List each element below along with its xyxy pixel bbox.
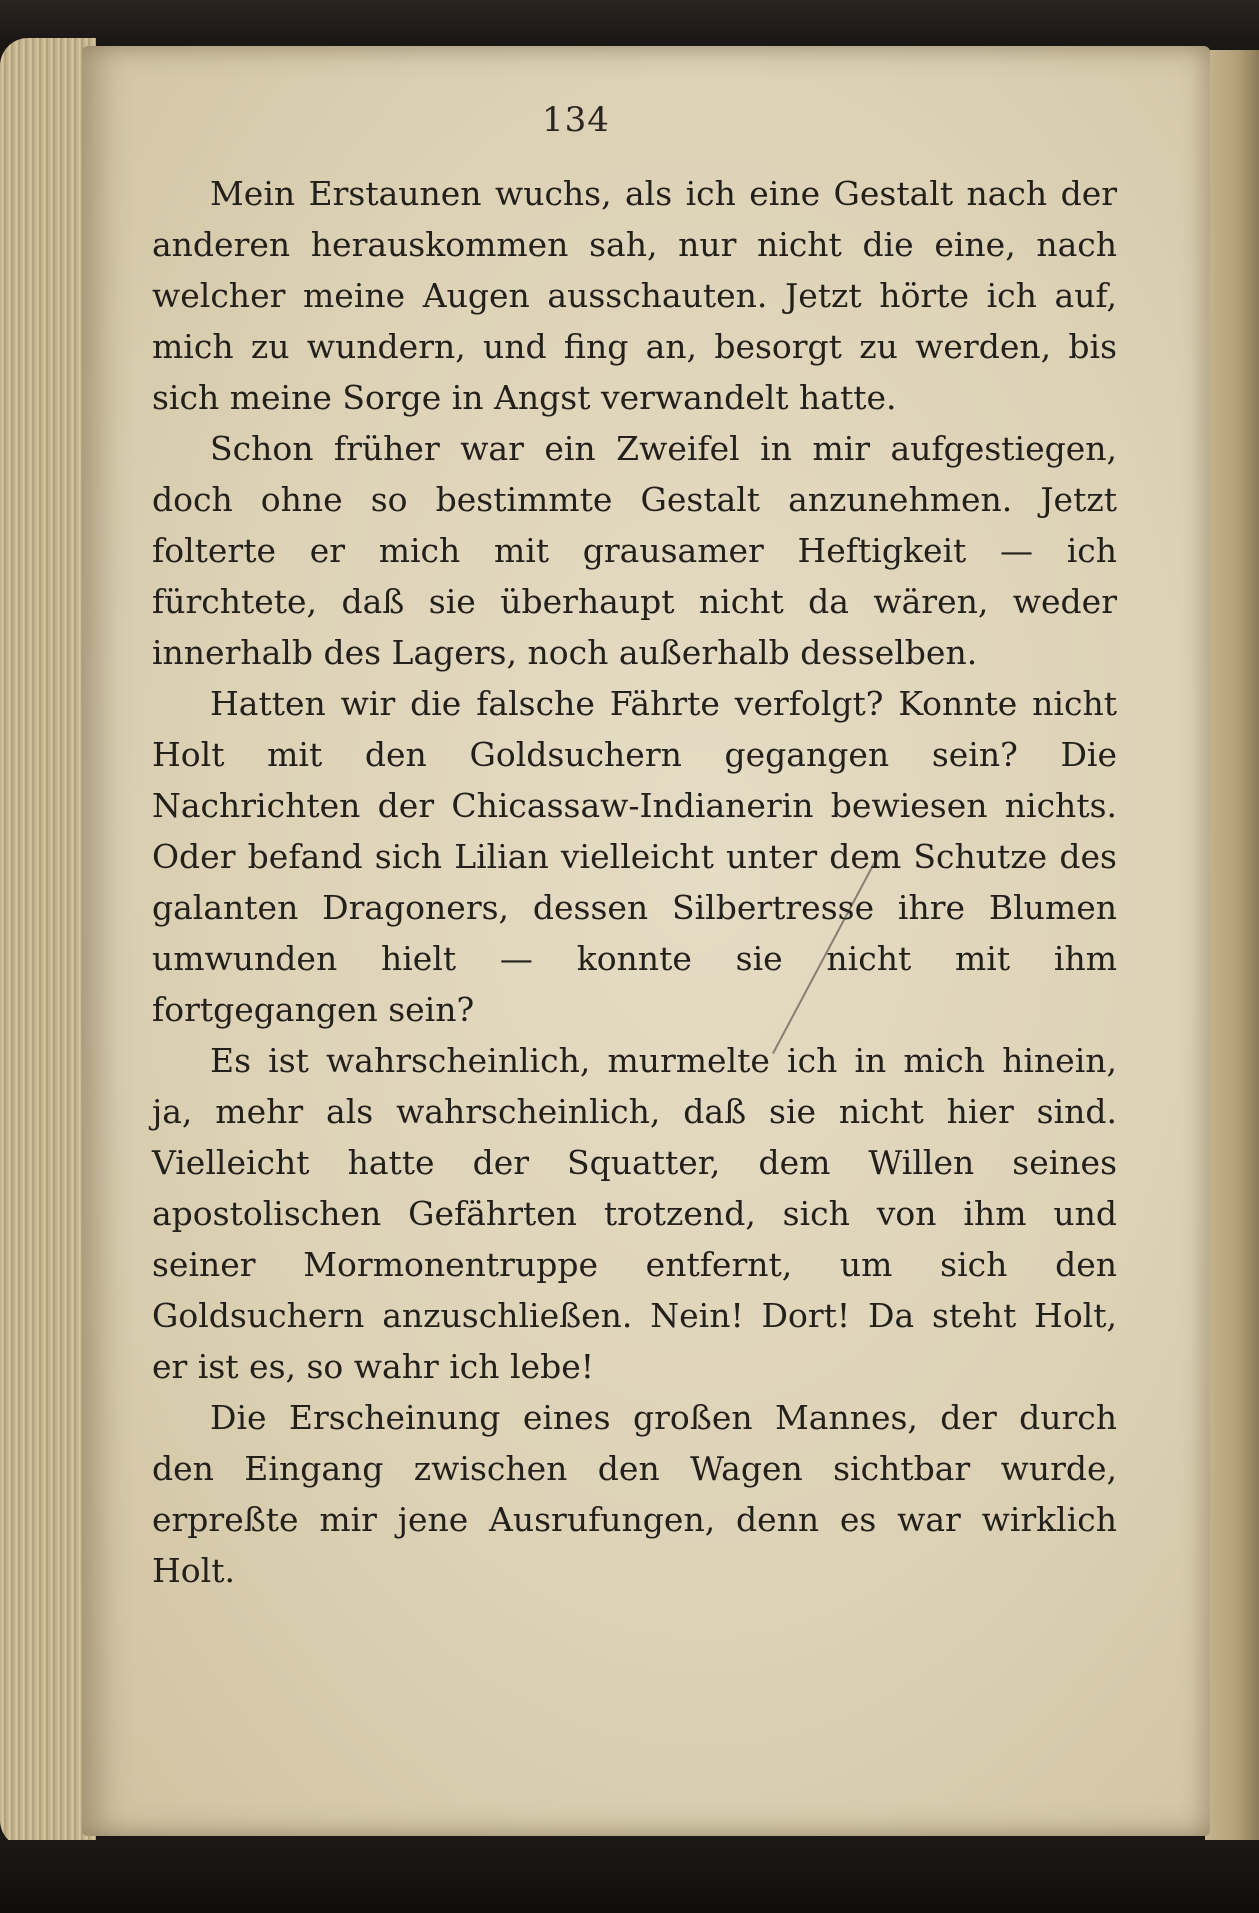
right-page-edge <box>1205 50 1259 1840</box>
body-text <box>152 168 1117 1596</box>
paragraph-3: Hatten wir die falsche Fährte verfolgt? Konnte nicht Holt mit den Goldsuchern gegangen sein? Die Nachrichten der Chicassaw-Indianerin bewiesen nichts. Oder befand sich Lilian vielleicht unter dem Schutze des galanten Dragoners, dessen Silbertresse ihre Blumen umwunden hielt — konnte sie nicht mit ihm fortgegangen sein? <box>152 684 1117 1029</box>
page-number: 134 <box>542 100 610 140</box>
paragraph-4: Es ist wahrscheinlich, murmelte ich in mich hinein, ja, mehr als wahrscheinlich, daß sie nicht hier sind. Vielleicht hatte der Squatter, dem Willen seines apostolischen Gefährten trotzend, sich von ihm und seiner Mormonentruppe entfernt, um sich den Goldsuchern anzuschließen. Nein! Dort! Da steht Holt, er ist es, so wahr ich lebe! <box>152 1041 1117 1386</box>
paragraph-2: Schon früher war ein Zweifel in mir aufgestiegen, doch ohne so bestimmte Gestalt anzunehmen. Jetzt folterte er mich mit grausamer Heftigkeit — ich fürchtete, daß sie überhaupt nicht da wären, weder innerhalb des Lagers, noch außerhalb desselben. <box>152 429 1117 672</box>
paragraph-1: Mein Erstaunen wuchs, als ich eine Gestalt nach der anderen herauskommen sah, nur nicht die eine, nach welcher meine Augen ausschauten. Jetzt hörte ich auf, mich zu wundern, und fing an, besorgt zu werden, bis sich meine Sorge in Angst verwandelt hatte. <box>152 174 1117 417</box>
paragraph-5: Die Erscheinung eines großen Mannes, der durch den Eingang zwischen den Wagen sichtbar wurde, erpreßte mir jene Ausrufungen, denn es war wirklich Holt. <box>152 1398 1117 1590</box>
book-cover-bottom <box>0 1840 1259 1913</box>
book-cover-top <box>0 0 1259 40</box>
